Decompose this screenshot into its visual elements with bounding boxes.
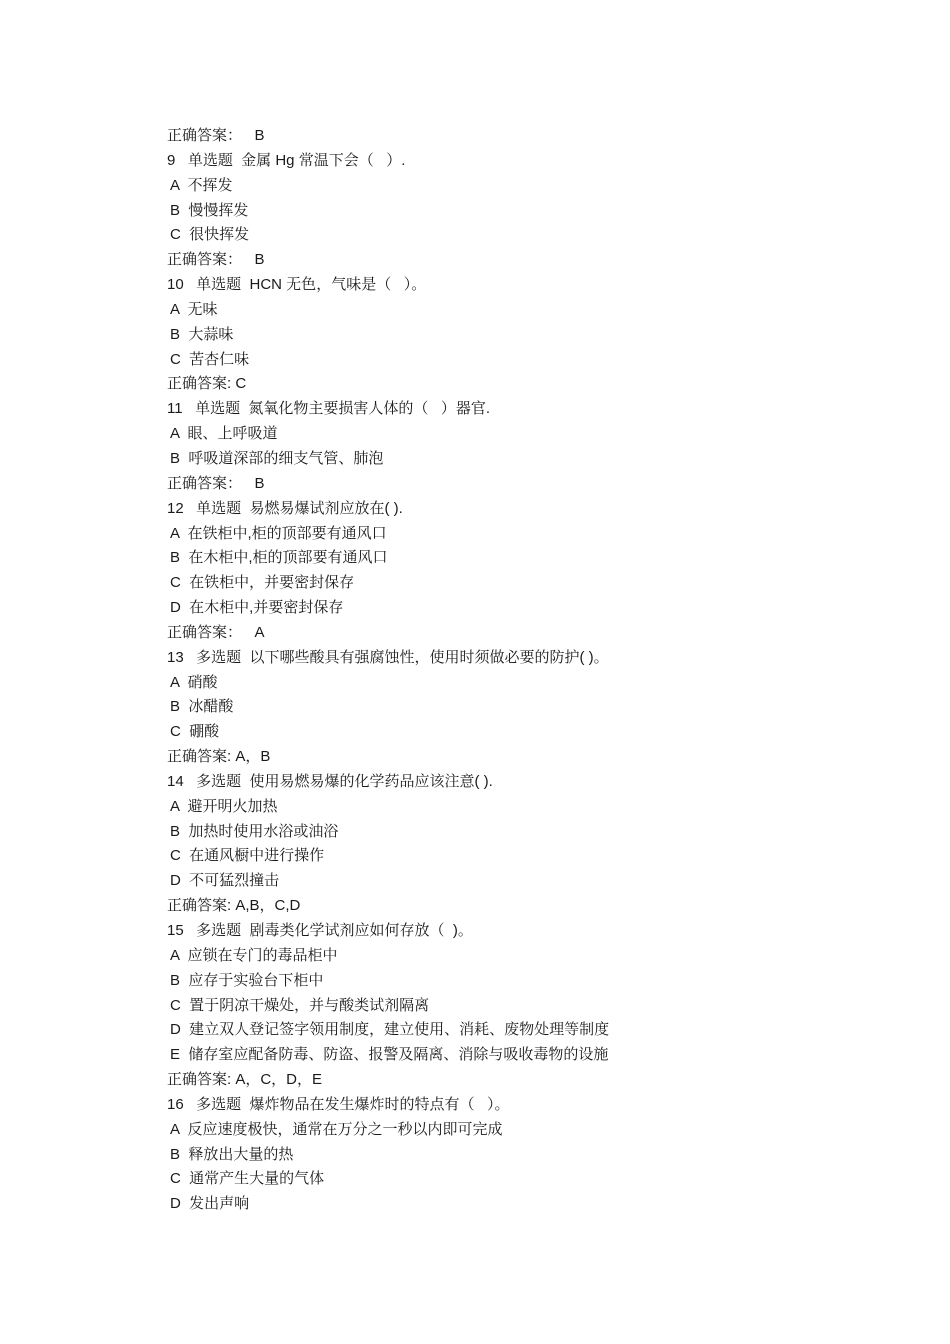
option-line: B 慢慢挥发 — [170, 201, 249, 219]
option-line: B 在木柜中,柜的顶部要有通风口 — [170, 549, 388, 567]
option-line: B 大蒜味 — [170, 325, 234, 343]
option-line: E 储存室应配备防毒、防盗、报警及隔离、消除与吸收毒物的设施 — [170, 1046, 609, 1064]
option-line: A 眼、上呼吸道 — [170, 425, 278, 443]
option-line: D 在木柜中,并要密封保存 — [170, 599, 344, 617]
option-line: C 苦杏仁味 — [170, 350, 250, 368]
correct-answer-line: 正确答案: C — [167, 375, 247, 393]
question-line: 15 多选题 剧毒类化学试剂应如何存放（ )。 — [167, 922, 473, 939]
option-line: D 不可猛烈撞击 — [170, 872, 280, 890]
question-line: 12 单选题 易燃易爆试剂应放在( ). — [167, 499, 403, 517]
correct-answer-line: 正确答案: A，B — [167, 748, 271, 766]
option-line: A 不挥发 — [170, 176, 233, 194]
option-line: C 硼酸 — [170, 723, 220, 741]
option-line: A 应锁在专门的毒品柜中 — [170, 946, 338, 964]
option-line: C 在通风橱中进行操作 — [170, 847, 325, 865]
option-line: A 避开明火加热 — [170, 797, 278, 815]
correct-answer-line: 正确答案： B — [167, 474, 265, 492]
option-line: C 在铁柜中，并要密封保存 — [170, 574, 355, 592]
option-line: B 应存于实验台下柜中 — [170, 971, 324, 989]
question-line: 16 多选题 爆炸物品在发生爆炸时的特点有（ ）。 — [167, 1095, 510, 1113]
question-line: 9 单选题 金属 Hg 常温下会（ ）. — [167, 151, 406, 169]
correct-answer-line: 正确答案: A，C，D，E — [167, 1071, 323, 1089]
option-line: D 建立双人登记签字领用制度，建立使用、消耗、废物处理等制度 — [170, 1021, 610, 1039]
option-line: B 释放出大量的热 — [170, 1145, 294, 1163]
option-line: A 无味 — [170, 300, 218, 318]
correct-answer-line: 正确答案: A,B，C,D — [167, 897, 301, 915]
option-line: B 冰醋酸 — [170, 698, 234, 716]
correct-answer-line: 正确答案： B — [167, 251, 265, 269]
option-line: A 反应速度极快，通常在万分之一秒以内即可完成 — [170, 1120, 503, 1138]
correct-answer-line: 正确答案： B — [167, 127, 265, 144]
option-line: C 很快挥发 — [170, 226, 250, 244]
option-line: D 发出声响 — [170, 1195, 250, 1213]
question-line: 11 单选题 氮氧化物主要损害人体的（ ）器官. — [167, 400, 491, 418]
question-line: 13 多选题 以下哪些酸具有强腐蚀性，使用时须做必要的防护( )。 — [167, 648, 609, 666]
option-line: B 加热时使用水浴或油浴 — [170, 822, 339, 840]
quiz-content — [167, 124, 867, 1217]
correct-answer-line: 正确答案： A — [167, 623, 265, 641]
option-line: C 置于阴凉干燥处，并与酸类试剂隔离 — [170, 996, 430, 1014]
option-line: A 硝酸 — [170, 673, 218, 691]
question-line: 14 多选题 使用易燃易爆的化学药品应该注意( ). — [167, 772, 493, 790]
option-line: A 在铁柜中,柜的顶部要有通风口 — [170, 524, 387, 542]
option-line: B 呼吸道深部的细支气管、肺泡 — [170, 449, 384, 467]
option-line: C 通常产生大量的气体 — [170, 1170, 325, 1188]
question-line: 10 单选题 HCN 无色，气味是（ ）。 — [167, 276, 427, 294]
